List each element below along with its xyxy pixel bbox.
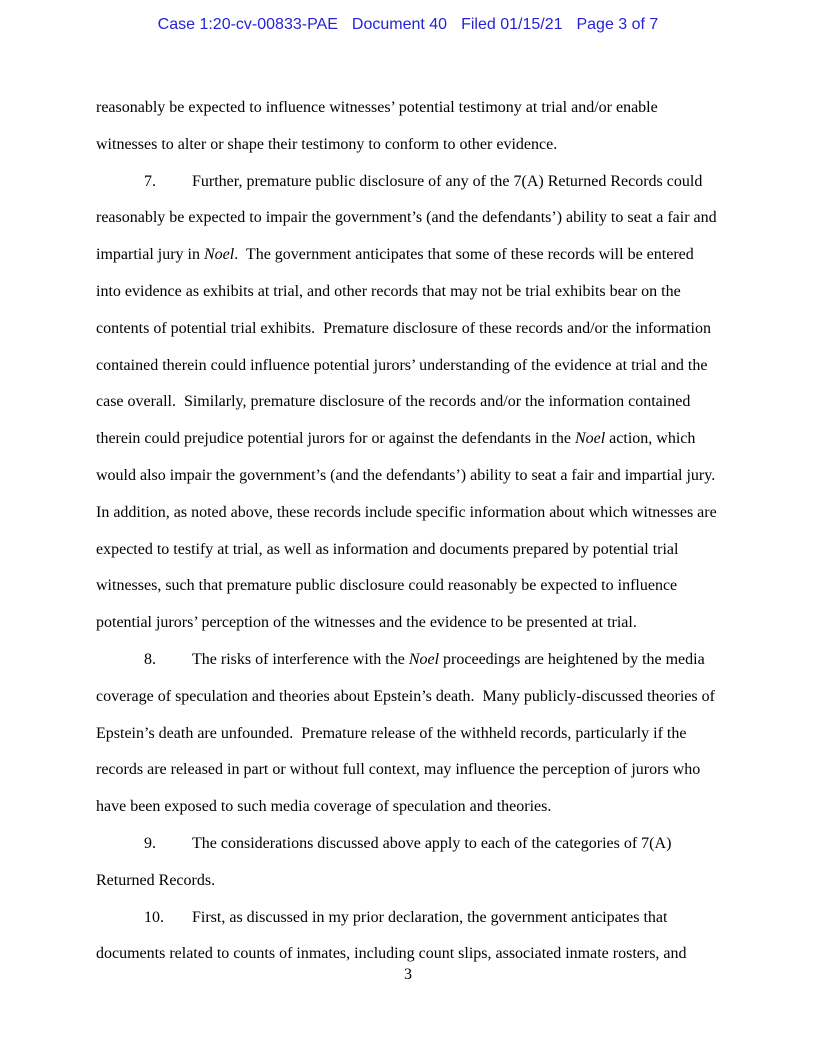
italic-text-segment: Noel — [203, 246, 235, 264]
italic-text-segment: Noel — [574, 430, 606, 448]
text-segment: The considerations discussed above apply to each of the categories of 7(A) Returned Records. — [96, 834, 676, 889]
text-segment: Further, premature public disclosure of any of the 7(A) Returned Records could reasonably be expected to impair the government’s (and the defendants’) ability to seat a fair and impartial jury in — [96, 172, 721, 264]
paragraph — [96, 90, 722, 164]
italic-text-segment: Noel — [408, 650, 440, 668]
text-segment: The risks of interference with the — [192, 650, 409, 668]
stamp-document-number: Document 40 — [351, 16, 448, 33]
paragraph-number: 8. — [144, 650, 156, 668]
paragraph — [96, 826, 722, 900]
paragraph-number: 9. — [144, 834, 156, 852]
paragraph-number: 10. — [144, 908, 164, 926]
document-body — [96, 90, 722, 973]
text-segment: action, which would also impair the government’s (and the defendants’) ability to seat a fair and impartial jury. In addition, as noted above, these records include specific information about which witnesses are expected to testify at trial, as well as information and documents prepared by potential trial witnesses, such that premature public disclosure could reasonably be expected to influence potential jurors’ perception of the witnesses and the evidence to be presented at trial. — [96, 430, 724, 632]
page-number: 3 — [404, 966, 412, 983]
cmecf-stamp — [0, 16, 816, 34]
paragraph-number: 7. — [144, 172, 156, 190]
stamp-case-number: Case 1:20-cv-00833-PAE — [157, 16, 338, 33]
paragraph — [96, 900, 722, 974]
paragraph — [96, 164, 722, 642]
text-segment: proceedings are heightened by the media coverage of speculation and theories about Epstein’s death. Many publicly-discussed theories of Epstein’s death are unfounded. Premature release of the withheld records, particularly if the records are released in part or without full context, may influence the perception of jurors who have been exposed to such media coverage of speculation and theories. — [96, 650, 719, 816]
text-segment: . The government anticipates that some of these records will be entered into evidence as exhibits at trial, and other records that may not be trial exhibits bear on the contents of potential trial exhibits. Premature disclosure of these records and/or the information contained therein could influence potential jurors’ understanding of the evidence at trial and the case overall. Similarly, premature disclosure of the records and/or the information contained therein could prejudice potential jurors for or against the defendants in the — [96, 246, 715, 448]
text-segment: First, as discussed in my prior declaration, the government anticipates that documents related to counts of inmates, including count slips, associated inmate rosters, and — [96, 908, 687, 963]
text-segment: reasonably be expected to influence witnesses’ potential testimony at trial and/or enable witnesses to alter or shape their testimony to conform to other evidence. — [96, 99, 662, 153]
paragraph — [96, 642, 722, 826]
stamp-filed-date: Filed 01/15/21 — [461, 16, 563, 33]
stamp-page-indicator: Page 3 of 7 — [576, 16, 659, 33]
